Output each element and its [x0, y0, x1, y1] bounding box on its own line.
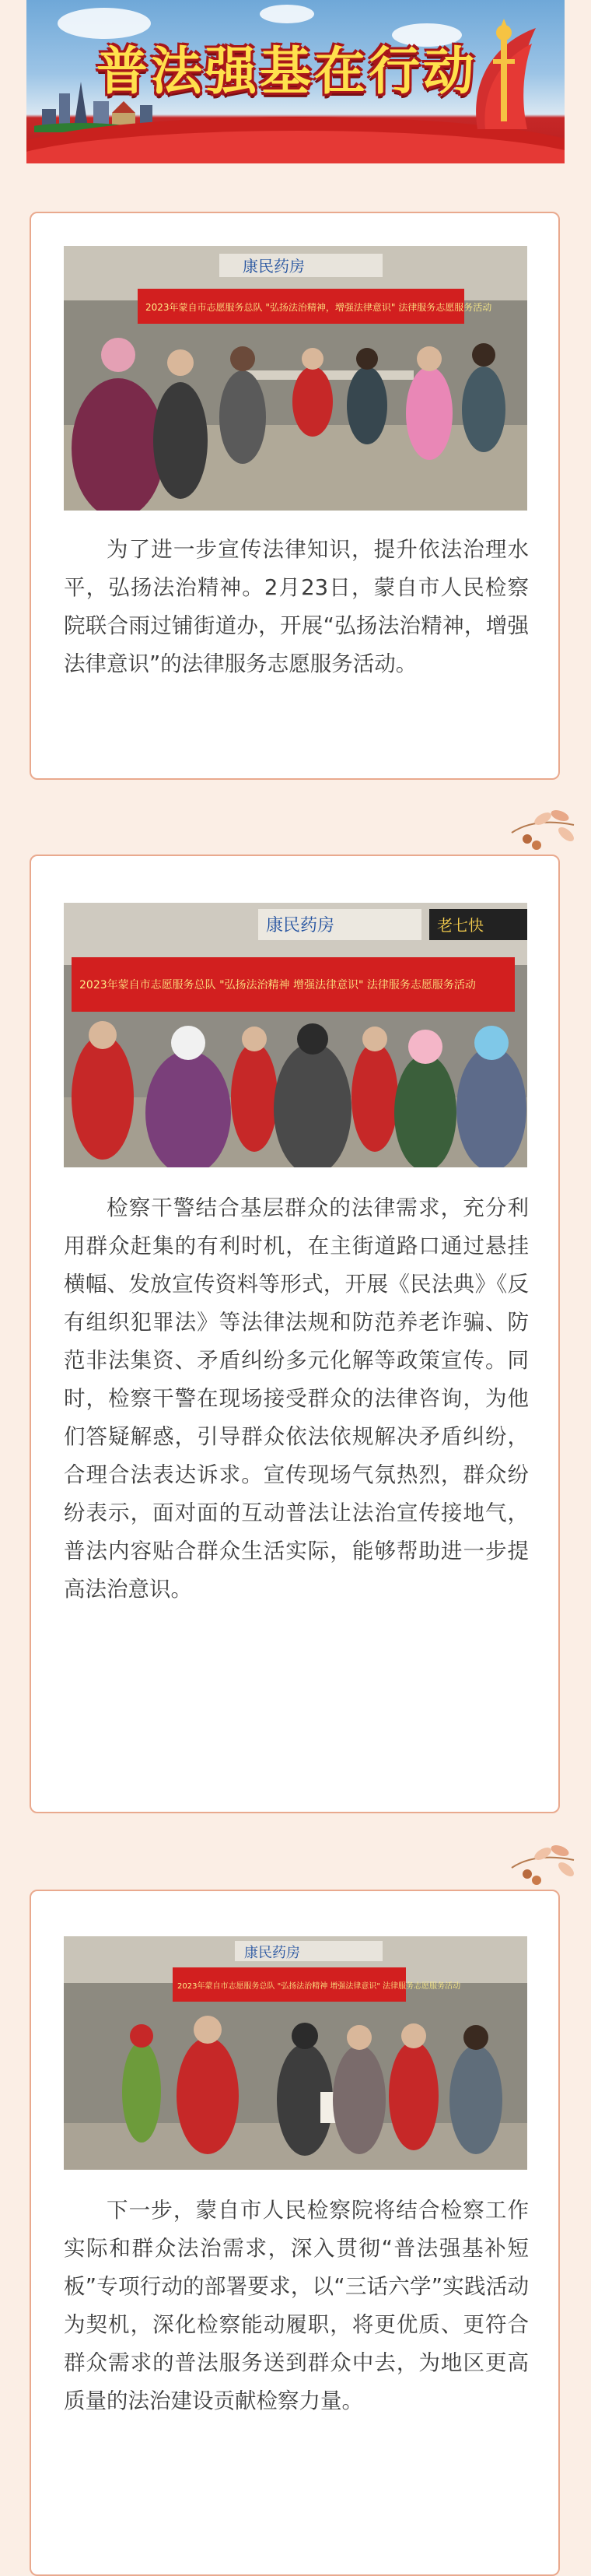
article-card-1: [30, 212, 560, 780]
article-paragraph: 检察干警结合基层群众的法律需求，充分利用群众赶集的有利时机，在主街道路口通过悬挂横幅、发放宣传资料等形式，开展《民法典》《反有组织犯罪法》等法律法规和防范养老诈骗、防范非法集资、矛盾纠纷多元化解等政策宣传。同时，检察干警在现场接受群众的法律咨询，为他们答疑解惑，引导群众依法依规解决矛盾纠纷，合理合法表达诉求。宣传现场气氛热烈，群众纷纷表示，面对面的互动普法让法治宣传接地气，普法内容贴合群众生活实际，能够帮助进一步提高法治意识。: [64, 1195, 529, 1602]
shop-sign-2: 老七快: [437, 916, 484, 935]
leaf-decoration-icon: [504, 802, 582, 856]
shop-sign: 康民药房: [244, 1945, 300, 1961]
event-banner-text: 2023年蒙自市志愿服务总队 "弘扬法治精神 增强法律意识" 法律服务志愿服务活动: [79, 979, 476, 991]
article-card-2: [30, 855, 560, 1813]
article-paragraph: 下一步，蒙自市人民检察院将结合检察工作实际和群众法治需求，深入贯彻“普法强基补短板”专项行动的部署要求，以“三话六学”实践活动为契机，深化检察能动履职，将更优质、更符合群众需求的普法服务送到群众中去，为地区更高质量的法治建设贡献检察力量。: [64, 2198, 529, 2413]
article-paragraph: 为了进一步宣传法律知识，提升依法治理水平，弘扬法治精神。2月23日，蒙自市人民检察院联合雨过铺街道办，开展“弘扬法治精神，增强法律意识”的法律服务志愿服务活动。: [64, 537, 529, 676]
activity-photo: [64, 1936, 527, 2170]
event-banner-text: 2023年蒙自市志愿服务总队 "弘扬法治精神，增强法律意识" 法律服务志愿服务活动: [145, 302, 492, 313]
shop-sign: 康民药房: [266, 916, 335, 935]
event-banner-text: 2023年蒙自市志愿服务总队 "弘扬法治精神 增强法律意识" 法律服务志愿服务活动: [177, 1982, 461, 1991]
header-banner: [26, 0, 565, 163]
cloud-decoration: [260, 5, 314, 23]
article-card-3: [30, 1890, 560, 2576]
activity-photo: [64, 903, 527, 1167]
leaf-decoration-icon: [504, 1837, 582, 1891]
shop-sign: 康民药房: [243, 257, 305, 275]
page-title: 普法强基在行动: [96, 41, 477, 101]
procuratorate-emblem-icon: [462, 12, 547, 129]
activity-photo: [64, 246, 527, 511]
